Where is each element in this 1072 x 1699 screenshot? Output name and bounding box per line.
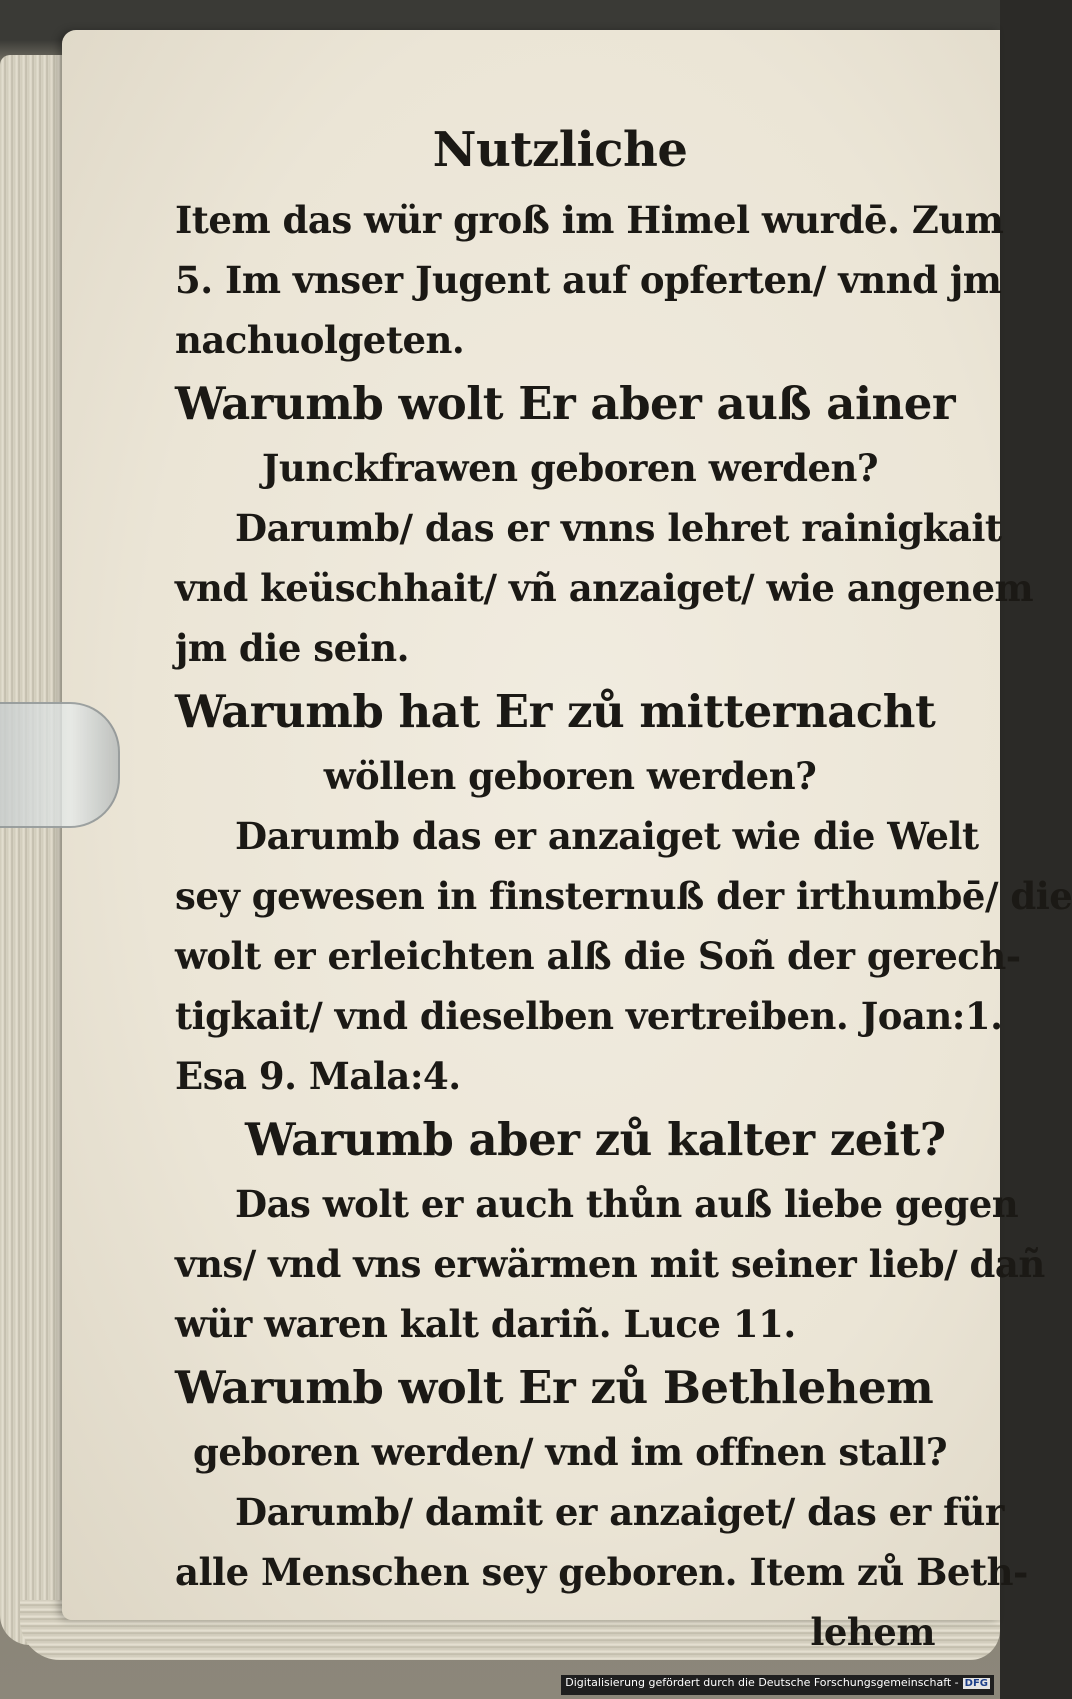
text-line: wür waren kalt dariñ. Luce 11. (175, 1302, 796, 1346)
text-line: jm die sein. (175, 626, 409, 670)
text-line: wolt er erleichten alß die Soñ der gerech- (175, 934, 1021, 978)
question-heading: Warumb wolt Er aber auß ainer (175, 377, 956, 430)
text-line: tigkait/ vnd dieselben vertreiben. Joan:1. (175, 994, 1003, 1038)
question-heading: Warumb hat Er zů mitternacht (175, 685, 936, 738)
text-line: Darumb das er anzaiget wie die Welt (235, 814, 979, 858)
question-heading: Warumb wolt Er zů Bethlehem (175, 1361, 934, 1414)
question-heading-cont: Junckfrawen geboren werden? (261, 446, 879, 490)
dfg-logo-icon: DFG (964, 1678, 988, 1689)
text-line: vnd keüschhait/ vñ anzaiget/ wie angenem (175, 566, 1034, 610)
question-heading: Warumb aber zů kalter zeit? (245, 1113, 946, 1166)
text-line: 5. Im vnser Jugent auf opferten/ vnnd jm (175, 258, 1002, 302)
question-heading-cont: wöllen geboren werden? (323, 754, 817, 798)
text-line: Darumb/ damit er anzaiget/ das er für (235, 1490, 1004, 1534)
footer-text: Digitalisierung gefördert durch die Deutsche Forschungsgemeinschaft - (565, 1676, 959, 1689)
text-line: Item das wür groß im Himel wurdē. Zum (175, 198, 1004, 242)
page-text (175, 110, 1072, 1662)
catchword: lehem (810, 1610, 935, 1654)
text-line: Das wolt er auch thůn auß liebe gegen (235, 1182, 1019, 1226)
running-heading: Nutzliche (432, 122, 688, 178)
clip-icon (0, 702, 120, 828)
text-line: alle Menschen sey geboren. Item zů Beth- (175, 1550, 1028, 1594)
text-line: Darumb/ das er vnns lehret rainigkait (235, 506, 1002, 550)
page-edges (0, 55, 70, 1645)
text-line: vns/ vnd vns erwärmen mit seiner lieb/ dañ (175, 1242, 1045, 1286)
question-heading-cont: geboren werden/ vnd im offnen stall? (192, 1430, 948, 1474)
digitization-credit (561, 1675, 994, 1695)
text-line: sey gewesen in finsternuß der irthumbē/ die (175, 874, 1072, 918)
text-line: nachuolgeten. (175, 318, 465, 362)
text-line: Esa 9. Mala:4. (175, 1054, 461, 1098)
